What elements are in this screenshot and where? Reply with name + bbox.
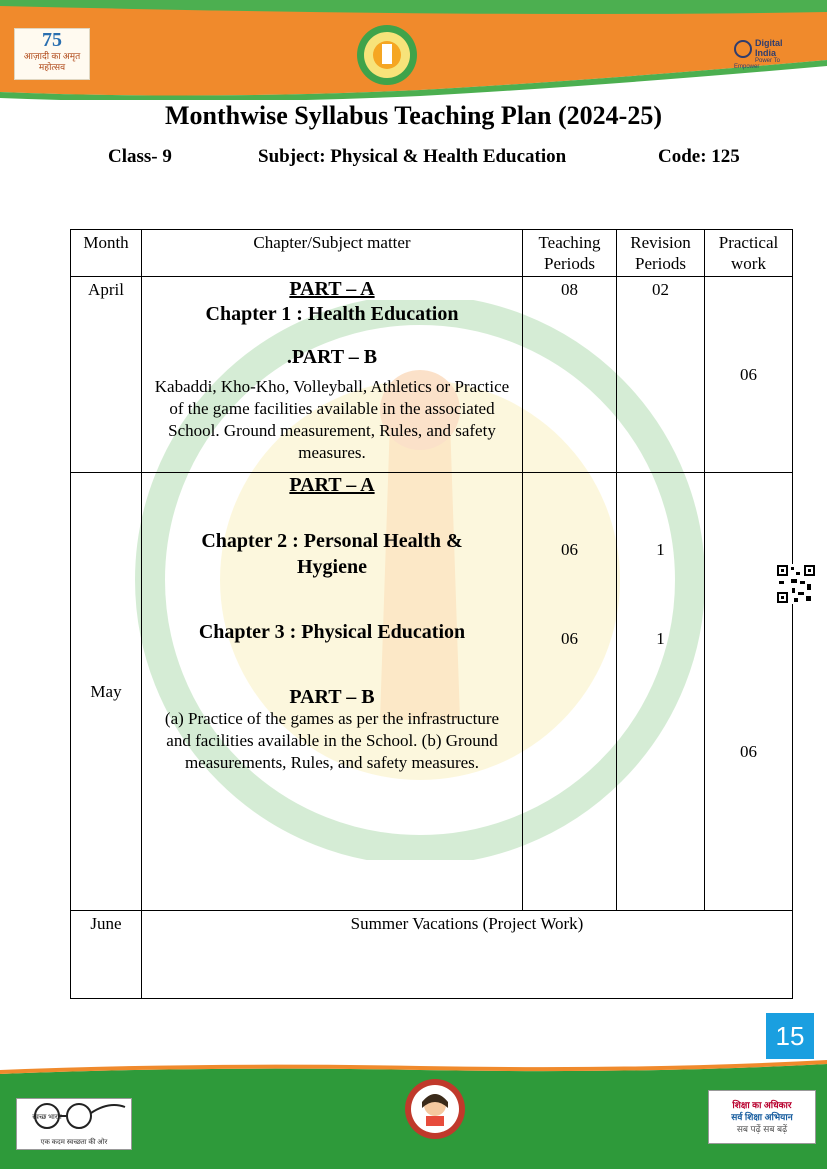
may-chapter-3-teaching: 06: [561, 629, 578, 648]
april-teaching: 08: [523, 277, 617, 473]
subject-label: Subject: Physical & Health Education: [258, 146, 567, 167]
qr-code-icon: [776, 564, 816, 604]
may-chapter-cell: [142, 473, 523, 911]
june-text: Summer Vacations (Project Work): [142, 911, 793, 999]
june-month: June: [71, 911, 142, 999]
table-header-row: [71, 230, 793, 277]
may-month: May: [71, 473, 142, 911]
april-part-b: .PART – B: [286, 346, 378, 368]
code-label: Code: 125: [658, 146, 740, 167]
swachh-bharat-text: स्वच्छ भारत: [32, 1113, 62, 1121]
header-teaching-periods: Teaching Periods: [523, 230, 617, 277]
digital-india-logo: Digital India Power To Empower: [734, 38, 783, 70]
april-chapter-1: Chapter 1 : Health Education: [205, 303, 459, 325]
may-part-a: PART – A: [289, 474, 375, 496]
may-practical: 06: [740, 742, 757, 761]
right-to-education-logo: [708, 1090, 816, 1144]
header-chapter: Chapter/Subject matter: [142, 230, 523, 277]
swachh-bharat-logo: [16, 1098, 132, 1150]
header-practical-work: Practical work: [705, 230, 793, 277]
class-label: Class- 9: [108, 146, 172, 167]
april-chapter-cell: [142, 277, 523, 473]
may-chapter-3: Chapter 3 : Physical Education: [198, 621, 466, 643]
azadi-ka-amrit-mahotsav-logo: 75 आज़ादी का अमृत महोत्सव: [14, 28, 90, 80]
may-practical-cell: [705, 473, 793, 911]
april-month: April: [71, 277, 142, 473]
may-part-b-text: (a) Practice of the games as per the infrastructure and facilities available in the School. (b) Ground measurements, Rules, and safety measures.: [164, 709, 500, 772]
april-part-b-text: Kabaddi, Kho-Kho, Volleyball, Athletics or Practice of the game facilities available in the associated School. Ground measurement, Rules, and safety measures.: [154, 377, 510, 462]
may-teaching-cell: [523, 473, 617, 911]
may-revision-cell: [617, 473, 705, 911]
rte-text: सर्व शिक्षा अभियान: [731, 1112, 793, 1122]
april-revision: 02: [617, 277, 705, 473]
table-row-june: [71, 911, 793, 999]
april-practical: 06: [705, 277, 793, 473]
board-seal-icon: [356, 24, 418, 86]
beti-bachao-beti-padhao-icon: [404, 1078, 466, 1140]
may-chapter-2-teaching: 06: [561, 540, 578, 559]
may-part-b: PART – B: [289, 686, 375, 708]
syllabus-table: [70, 229, 793, 999]
page-title: Monthwise Syllabus Teaching Plan (2024-25): [165, 101, 662, 130]
table-row-april: [71, 277, 793, 473]
digital-india-icon: [734, 38, 752, 60]
header-revision-periods: Revision Periods: [617, 230, 705, 277]
april-part-a: PART – A: [289, 278, 375, 300]
rte-title: शिक्षा का अधिकार: [732, 1100, 792, 1110]
swachh-bharat-tagline: एक कदम स्वच्छता की ओर: [40, 1138, 108, 1146]
spectacles-icon: [17, 1099, 129, 1133]
may-chapter-3-revision: 1: [656, 629, 665, 648]
rte-tagline: सब पढ़ें सब बढ़ें: [736, 1124, 788, 1134]
may-chapter-2: Chapter 2 : Personal Health & Hygiene: [201, 530, 463, 578]
may-chapter-2-revision: 1: [656, 540, 665, 559]
page-number-badge: 15: [766, 1013, 814, 1059]
table-row-may: [71, 473, 793, 911]
header-month: Month: [71, 230, 142, 277]
